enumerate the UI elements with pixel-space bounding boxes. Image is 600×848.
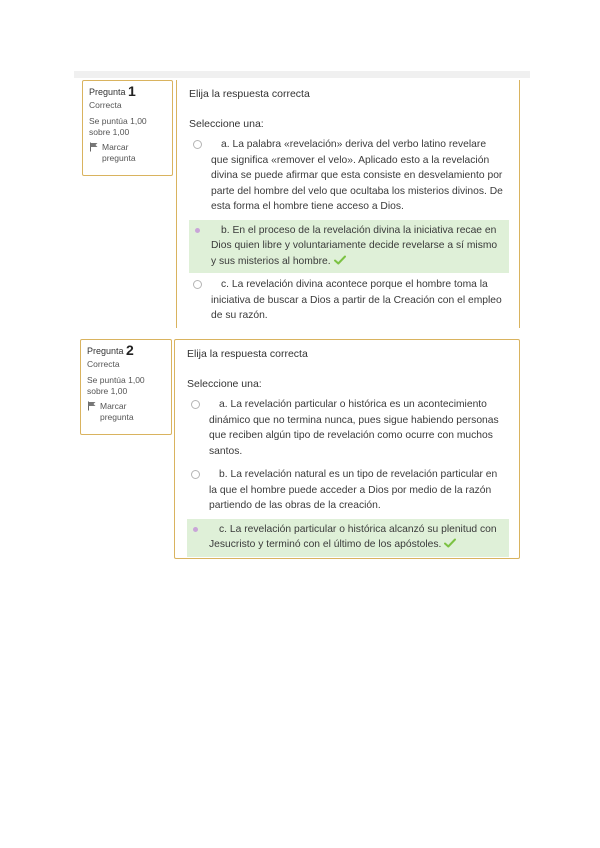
score-line-2: sobre 1,00 xyxy=(87,386,128,396)
question-status: Correcta xyxy=(87,359,120,369)
flag-label-line-2: pregunta xyxy=(102,153,136,163)
option-content: La revelación divina acontece porque el hombre toma la iniciativa de buscar a Dios a partir de la Creación con el empleo de su razón. xyxy=(211,279,502,321)
question-info-1 xyxy=(82,80,173,176)
option-text xyxy=(211,223,505,270)
radio-button[interactable] xyxy=(193,140,202,149)
option-text xyxy=(209,467,505,514)
option-content: La palabra «revelación» deriva del verbo latino revelare que significa «remover el velo». Aplicado esto a la revelación divina se puede afirmar que esta consiste en desvelamiento por parte del hombre del velo que ocultaba los misterios divinos. De esta forma el hombre tiene acceso a Dios. xyxy=(211,139,503,212)
option-letter: a. xyxy=(221,139,230,150)
select-label: Seleccione una: xyxy=(189,117,264,130)
radio-button-selected[interactable] xyxy=(193,226,202,235)
option-content: La revelación natural es un tipo de revelación particular en la que el hombre puede acceder a Dios por medio de la razón partiendo de las obras de la creación. xyxy=(209,469,498,511)
radio-button[interactable] xyxy=(193,280,202,289)
question-content-2 xyxy=(174,339,520,559)
question-number: 2 xyxy=(126,342,134,358)
score-line-1: Se puntúa 1,00 xyxy=(87,375,145,385)
question-label: Pregunta xyxy=(89,87,126,97)
option-letter: c. xyxy=(221,279,230,290)
answer-option-c[interactable] xyxy=(187,519,509,557)
flag-icon xyxy=(89,142,99,152)
question-score xyxy=(89,116,166,138)
option-text xyxy=(209,522,505,553)
question-prompt: Elija la respuesta correcta xyxy=(189,88,310,100)
top-bar xyxy=(74,71,530,78)
option-letter: b. xyxy=(219,469,228,480)
option-text xyxy=(211,277,505,324)
option-text xyxy=(209,397,505,459)
question-content-1 xyxy=(176,80,520,328)
option-letter: c. xyxy=(219,523,228,535)
option-content: La revelación particular o histórica es un acontecimiento dinámico que no termina nunca, pues sigue habiendo personas que reciben algún tipo de revelación como ocurre con muchos santos. xyxy=(209,399,499,457)
flag-label-line-1: Marcar xyxy=(100,401,127,411)
flag-label-line-1: Marcar xyxy=(102,142,129,152)
option-content: La revelación particular o histórica alcanzó su plenitud con Jesucristo y terminó con el último de los apóstoles. xyxy=(209,523,497,550)
question-title xyxy=(87,342,165,358)
question-info-2 xyxy=(80,339,172,435)
question-number: 1 xyxy=(128,83,136,99)
flag-label-line-2: pregunta xyxy=(100,412,134,422)
radio-button[interactable] xyxy=(191,400,200,409)
answer-option-b[interactable] xyxy=(189,220,509,274)
question-prompt: Elija la respuesta correcta xyxy=(187,348,308,360)
question-title xyxy=(89,83,166,99)
option-letter: a. xyxy=(219,399,228,410)
answer-option-b[interactable] xyxy=(187,464,509,518)
answer-option-a[interactable] xyxy=(187,394,509,463)
radio-button-selected[interactable] xyxy=(191,525,200,534)
score-line-1: Se puntúa 1,00 xyxy=(89,116,147,126)
option-letter: b. xyxy=(221,224,230,236)
score-line-2: sobre 1,00 xyxy=(89,127,130,137)
question-score xyxy=(87,375,165,397)
select-label: Seleccione una: xyxy=(187,377,262,390)
option-text xyxy=(211,137,505,215)
answer-option-a[interactable] xyxy=(189,134,509,219)
option-content: En el proceso de la revelación divina la iniciativa recae en Dios quien libre y voluntariamente decide revelarse a sí mismo y sus misterios al hombre. xyxy=(211,224,498,267)
check-icon xyxy=(334,255,346,265)
answer-option-c[interactable] xyxy=(189,274,509,328)
question-label: Pregunta xyxy=(87,346,124,356)
flag-question-link[interactable] xyxy=(87,401,165,423)
check-icon xyxy=(444,538,456,548)
question-status: Correcta xyxy=(89,100,122,110)
flag-question-link[interactable] xyxy=(89,142,166,164)
radio-button[interactable] xyxy=(191,470,200,479)
flag-icon xyxy=(87,401,97,411)
